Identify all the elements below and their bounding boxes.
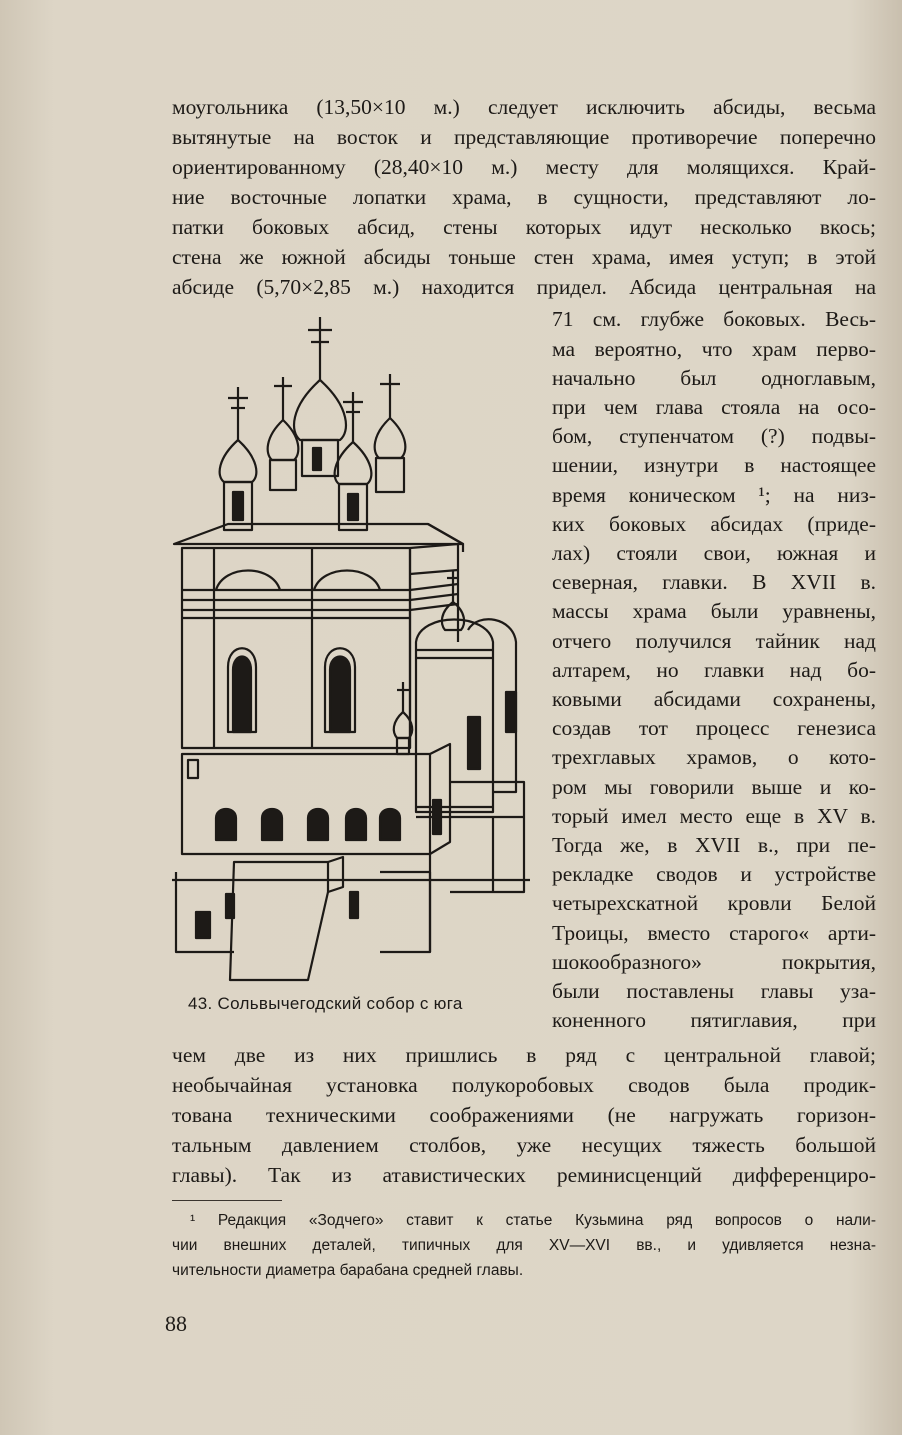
- text-line: рекладке сводов и устройстве: [552, 862, 876, 886]
- text-line: ма вероятно, что храм перво-: [552, 337, 876, 361]
- text-line: вытянутые на восток и представляющие противоречие поперечно: [172, 125, 876, 149]
- text-line: шокообразного» покрытия,: [552, 950, 876, 974]
- footnote-line: чии внешних деталей, типичных для XV—XVI вв., и удивляется незна-: [172, 1237, 876, 1254]
- text-line: тальным давлением столбов, уже несущих тяжесть большой: [172, 1133, 876, 1157]
- text-line: 71 см. глубже боковых. Весь-: [552, 307, 876, 331]
- text-line: стена же южной абсиды тоньше стен храма, имея уступ; в этой: [172, 245, 876, 269]
- text-line: торый имел место еще в XV в.: [552, 804, 876, 828]
- text-line: создав тот процесс генезиса: [552, 716, 876, 740]
- text-line: алтарем, но главки над бо-: [552, 658, 876, 682]
- text-line: ориентированному (28,40×10 м.) месту для молящихся. Край-: [172, 155, 876, 179]
- text-line: необычайная установка полукоробовых сводов была продик-: [172, 1073, 876, 1097]
- text-line: четырехскатной кровли Белой: [552, 891, 876, 915]
- text-line: лах) стояли свои, южная и: [552, 541, 876, 565]
- text-line: ром мы говорили выше и ко-: [552, 775, 876, 799]
- footnote-line: чительности диаметра барабана средней главы.: [172, 1262, 524, 1279]
- text-line: отчего получился тайник над: [552, 629, 876, 653]
- text-line: ких боковых абсидах (приде-: [552, 512, 876, 536]
- text-line: были поставлены главы уза-: [552, 979, 876, 1003]
- text-line: главы). Так из атавистических реминисценций дифференциро-: [172, 1163, 876, 1187]
- figure-caption: 43. Сольвычегодский собор с юга: [188, 994, 463, 1013]
- text-line: моугольника (13,50×10 м.) следует исключить абсиды, весьма: [172, 95, 876, 119]
- footnote-line: ¹ Редакция «Зодчего» ставит к статье Кузьмина ряд вопросов о нали-: [190, 1212, 876, 1229]
- text-line: ковыми абсидами сохранены,: [552, 687, 876, 711]
- text-line: время коническом ¹; на низ-: [552, 483, 876, 507]
- text-line: массы храма были уравнены,: [552, 599, 876, 623]
- text-line: коненного пятиглавия, при: [552, 1008, 876, 1032]
- text-line: тована техническими соображениями (не нагружать горизон-: [172, 1103, 876, 1127]
- page-number: 88: [165, 1311, 187, 1336]
- text-line: трехглавых храмов, о кото-: [552, 745, 876, 769]
- text-line: при чем глава стояла на осо-: [552, 395, 876, 419]
- footnote-rule: [172, 1200, 282, 1201]
- text-line: Тогда же, в XVII в., при пе-: [552, 833, 876, 857]
- text-line: северная, главки. В XVII в.: [552, 570, 876, 594]
- text-line: Троицы, вместо старого« арти-: [552, 921, 876, 945]
- text-line: абсиде (5,70×2,85 м.) находится придел. Абсида центральная на: [172, 275, 876, 299]
- text-line: патки боковых абсид, стены которых идут несколько вкось;: [172, 215, 876, 239]
- text-line: начально был одноглавым,: [552, 366, 876, 390]
- text-line: шении, изнутри в настоящее: [552, 453, 876, 477]
- text-line: чем две из них пришлись в ряд с центральной главой;: [172, 1043, 876, 1067]
- text-line: ние восточные лопатки храма, в сущности, представляют ло-: [172, 185, 876, 209]
- text-line: бом, ступенчатом (?) подвы-: [552, 424, 876, 448]
- cathedral-illustration: [168, 312, 538, 982]
